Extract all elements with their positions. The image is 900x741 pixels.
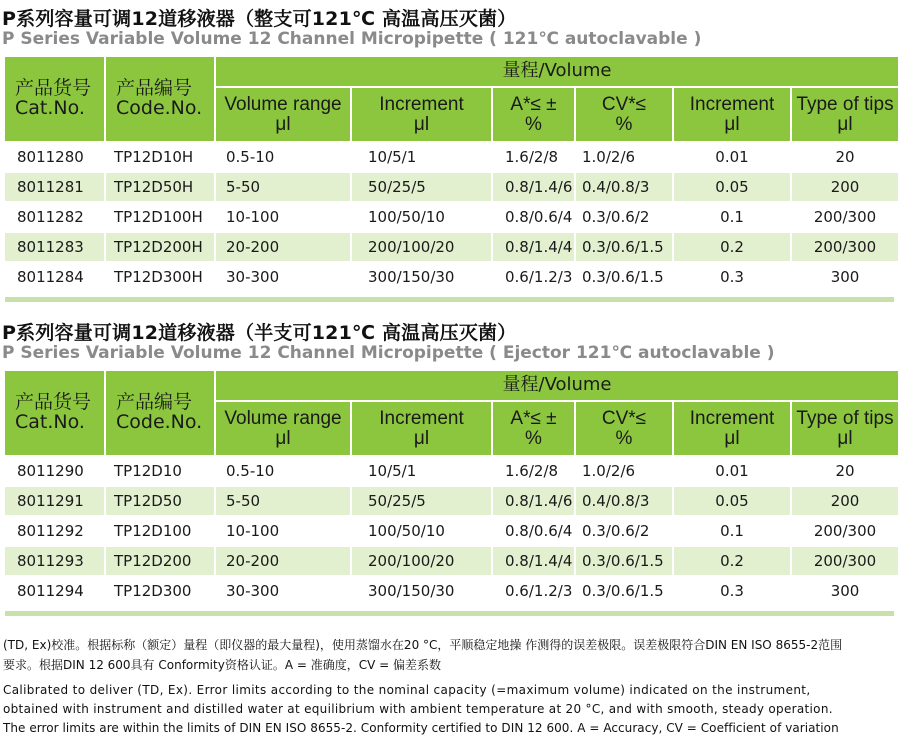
cell-volume-range: 10-100 xyxy=(216,517,350,545)
cell-cv: 0.3/0.6/1.5 xyxy=(576,577,672,605)
table2-header-cat-cn: 产品货号 xyxy=(15,391,92,414)
table2-title-cn: P系列容量可调12道移液器（半支可121℃ 高温高压灭菌） xyxy=(2,322,517,344)
table1-header-volume-group: 量程/Volume xyxy=(216,57,898,86)
note-cn-line2: 要求。根据DIN 12 600具有 Conformity资格认证。A = 准确度，CV = 偏差系数 xyxy=(3,658,441,672)
table1-title-en: P Series Variable Volume 12 Channel Micropipette ( 121℃ autoclavable ) xyxy=(2,29,702,49)
table-row xyxy=(5,577,898,605)
cell-increment: 100/50/10 xyxy=(352,203,491,231)
cell-cat-no: 8011284 xyxy=(5,263,104,291)
cell-cat-no: 8011282 xyxy=(5,203,104,231)
cell-volume-range: 5-50 xyxy=(216,173,350,201)
table-row xyxy=(5,547,898,575)
cell-tip-type: 200/300 xyxy=(792,517,898,545)
note-en-line1: Calibrated to deliver (TD, Ex). Error limits according to the nominal capacity (=maximum volume) indicated on the instrument, xyxy=(3,683,811,697)
cell-increment: 100/50/10 xyxy=(352,517,491,545)
cell-cat-no: 8011292 xyxy=(5,517,104,545)
cell-accuracy: 0.8/1.4/6 xyxy=(493,487,574,515)
cell-cat-no: 8011290 xyxy=(5,457,104,485)
cell-increment: 50/25/5 xyxy=(352,173,491,201)
cell-volume-range: 20-200 xyxy=(216,547,350,575)
cell-increment-step: 0.3 xyxy=(674,263,790,291)
table2-header-cat-en: Cat.No. xyxy=(15,411,85,433)
cell-code-no: TP12D50H xyxy=(106,173,214,201)
table1-header-cv: CV*≤ % xyxy=(576,88,672,141)
cell-accuracy: 1.6/2/8 xyxy=(493,457,574,485)
cell-volume-range: 5-50 xyxy=(216,487,350,515)
cell-cat-no: 8011281 xyxy=(5,173,104,201)
cell-tip-type: 300 xyxy=(792,577,898,605)
table2-header-code xyxy=(106,371,214,455)
table-row xyxy=(5,143,898,171)
cell-accuracy: 0.8/0.6/4 xyxy=(493,203,574,231)
table2-header-cat xyxy=(5,371,104,455)
cell-increment: 10/5/1 xyxy=(352,457,491,485)
cell-accuracy: 0.8/1.4/4 xyxy=(493,547,574,575)
table1-header-cat-cn: 产品货号 xyxy=(15,77,92,100)
table2-title-en: P Series Variable Volume 12 Channel Micropipette ( Ejector 121℃ autoclavable ) xyxy=(2,343,775,363)
table2-header-volume-range: Volume range μl xyxy=(216,402,350,455)
cell-cv: 0.4/0.8/3 xyxy=(576,487,672,515)
note-cn-line1: (TD, Ex)校准。根据标称（额定）量程（即仪器的最大量程)，使用蒸馏水在20 °C，平顺稳定地操 作测得的误差极限。误差极限符合DIN EN ISO 8655-2范围 xyxy=(3,638,843,652)
cell-cat-no: 8011280 xyxy=(5,143,104,171)
table-row xyxy=(5,457,898,485)
table1-spec-table xyxy=(3,55,900,293)
cell-increment-step: 0.2 xyxy=(674,233,790,261)
cell-code-no: TP12D200H xyxy=(106,233,214,261)
cell-code-no: TP12D50 xyxy=(106,487,214,515)
table1-header-volume-range: Volume range μl xyxy=(216,88,350,141)
table2-header-tip-type: Type of tips μl xyxy=(792,402,898,455)
cell-increment-step: 0.1 xyxy=(674,203,790,231)
cell-code-no: TP12D200 xyxy=(106,547,214,575)
table-row xyxy=(5,517,898,545)
cell-increment: 10/5/1 xyxy=(352,143,491,171)
cell-increment-step: 0.2 xyxy=(674,547,790,575)
cell-increment-step: 0.3 xyxy=(674,577,790,605)
cell-increment-step: 0.01 xyxy=(674,457,790,485)
cell-increment-step: 0.05 xyxy=(674,173,790,201)
cell-increment: 300/150/30 xyxy=(352,577,491,605)
table1-title-cn: P系列容量可调12道移液器（整支可121℃ 高温高压灭菌） xyxy=(2,8,517,30)
cell-code-no: TP12D300H xyxy=(106,263,214,291)
cell-cat-no: 8011293 xyxy=(5,547,104,575)
table-row xyxy=(5,203,898,231)
cell-increment-step: 0.1 xyxy=(674,517,790,545)
table1-header-tip-type: Type of tips μl xyxy=(792,88,898,141)
cell-accuracy: 1.6/2/8 xyxy=(493,143,574,171)
cell-volume-range: 0.5-10 xyxy=(216,143,350,171)
table2-header-cv: CV*≤ % xyxy=(576,402,672,455)
cell-increment: 300/150/30 xyxy=(352,263,491,291)
table2-header-increment-step: Increment μl xyxy=(674,402,790,455)
cell-cv: 1.0/2/6 xyxy=(576,143,672,171)
cell-accuracy: 0.8/1.4/4 xyxy=(493,233,574,261)
cell-tip-type: 200/300 xyxy=(792,233,898,261)
cell-cat-no: 8011291 xyxy=(5,487,104,515)
table1-header-cat-en: Cat.No. xyxy=(15,97,85,119)
cell-cv: 0.4/0.8/3 xyxy=(576,173,672,201)
table2-header-code-en: Code.No. xyxy=(116,411,203,433)
table1-header-accuracy: A*≤ ± % xyxy=(493,88,574,141)
cell-tip-type: 200 xyxy=(792,487,898,515)
cell-code-no: TP12D10 xyxy=(106,457,214,485)
table1-header-cat xyxy=(5,57,104,141)
cell-cat-no: 8011283 xyxy=(5,233,104,261)
table2-header-code-cn: 产品编号 xyxy=(116,391,193,414)
cell-cv: 1.0/2/6 xyxy=(576,457,672,485)
cell-increment-step: 0.05 xyxy=(674,487,790,515)
table-row xyxy=(5,233,898,261)
table-row xyxy=(5,263,898,291)
table1-header-code-cn: 产品编号 xyxy=(116,77,193,100)
cell-tip-type: 300 xyxy=(792,263,898,291)
table1-header-increment-step: Increment μl xyxy=(674,88,790,141)
table-row xyxy=(5,173,898,201)
table1-header-code xyxy=(106,57,214,141)
cell-cv: 0.3/0.6/1.5 xyxy=(576,547,672,575)
cell-increment: 50/25/5 xyxy=(352,487,491,515)
cell-code-no: TP12D300 xyxy=(106,577,214,605)
cell-cv: 0.3/0.6/1.5 xyxy=(576,233,672,261)
table2-bottom-rule xyxy=(5,611,894,616)
cell-code-no: TP12D100H xyxy=(106,203,214,231)
cell-cat-no: 8011294 xyxy=(5,577,104,605)
cell-tip-type: 20 xyxy=(792,457,898,485)
cell-cv: 0.3/0.6/2 xyxy=(576,517,672,545)
table-row xyxy=(5,487,898,515)
cell-tip-type: 20 xyxy=(792,143,898,171)
table2-spec-table xyxy=(3,369,900,607)
cell-code-no: TP12D100 xyxy=(106,517,214,545)
cell-volume-range: 30-300 xyxy=(216,577,350,605)
cell-volume-range: 20-200 xyxy=(216,233,350,261)
cell-increment-step: 0.01 xyxy=(674,143,790,171)
cell-accuracy: 0.8/1.4/6 xyxy=(493,173,574,201)
table2-header-volume-group: 量程/Volume xyxy=(216,371,898,400)
table2-header-increment: Increment μl xyxy=(352,402,491,455)
cell-volume-range: 30-300 xyxy=(216,263,350,291)
table1-bottom-rule xyxy=(5,297,894,302)
cell-increment: 200/100/20 xyxy=(352,547,491,575)
table1-header-increment: Increment μl xyxy=(352,88,491,141)
cell-tip-type: 200 xyxy=(792,173,898,201)
cell-accuracy: 0.8/0.6/4 xyxy=(493,517,574,545)
cell-cv: 0.3/0.6/1.5 xyxy=(576,263,672,291)
table1-header-code-en: Code.No. xyxy=(116,97,203,119)
note-en-line3: The error limits are within the limits of DIN EN ISO 8655-2. Conformity certified to DIN 12 600. A = Accuracy, CV = Coefficient of variation xyxy=(3,721,839,735)
cell-cv: 0.3/0.6/2 xyxy=(576,203,672,231)
cell-volume-range: 10-100 xyxy=(216,203,350,231)
cell-code-no: TP12D10H xyxy=(106,143,214,171)
cell-accuracy: 0.6/1.2/3 xyxy=(493,263,574,291)
cell-accuracy: 0.6/1.2/3 xyxy=(493,577,574,605)
table2-header-accuracy: A*≤ ± % xyxy=(493,402,574,455)
cell-tip-type: 200/300 xyxy=(792,203,898,231)
cell-volume-range: 0.5-10 xyxy=(216,457,350,485)
cell-increment: 200/100/20 xyxy=(352,233,491,261)
cell-tip-type: 200/300 xyxy=(792,547,898,575)
note-en-line2: obtained with instrument and distilled water at equilibrium with ambient temperature at 20 °C, and with smooth, steady operation. xyxy=(3,702,833,716)
